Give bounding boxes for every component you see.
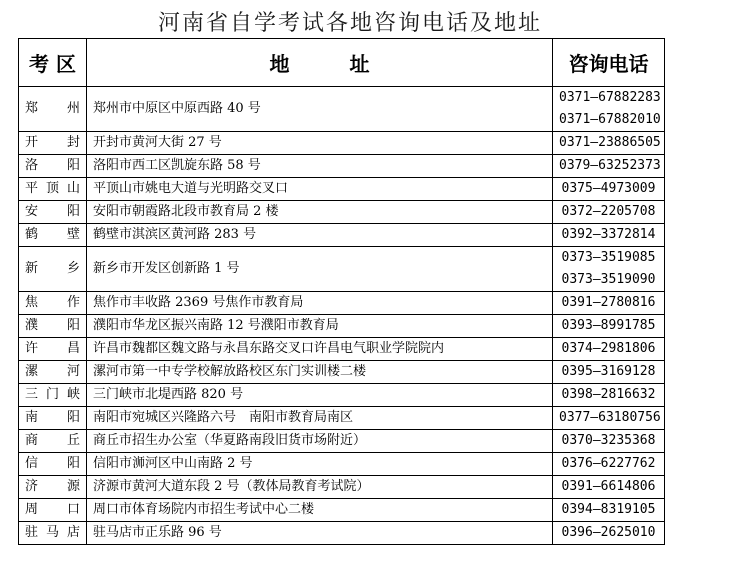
region-cell: 南阳: [19, 407, 87, 430]
phone-number: 0374—2981806: [561, 341, 656, 356]
region-cell: 安阳: [19, 201, 87, 224]
table-row: [19, 292, 665, 315]
address-cell: 濮阳市华龙区振兴南路 12 号濮阳市教育局: [87, 315, 553, 338]
table-row: [19, 132, 665, 155]
address-cell: 平顶山市姚电大道与光明路交叉口: [87, 178, 553, 201]
address-cell: 周口市体育场院内市招生考试中心二楼: [87, 499, 553, 522]
phone-number: 0396—2625010: [561, 525, 656, 540]
table-row: [19, 407, 665, 430]
phone-number: 0376—6227762: [561, 456, 656, 471]
address-cell: 许昌市魏都区魏文路与永昌东路交叉口许昌电气职业学院院内: [87, 338, 553, 361]
phone-number: 0371—67882283: [559, 90, 661, 105]
region-cell: 漯河: [19, 361, 87, 384]
address-cell: 安阳市朝霞路北段市教育局 2 楼: [87, 201, 553, 224]
phone-number: 0371—67882010: [559, 112, 661, 127]
address-cell: 济源市黄河大道东段 2 号（教体局教育考试院）: [87, 476, 553, 499]
table-row: [19, 87, 665, 132]
table-row: [19, 430, 665, 453]
phone-cell: [553, 407, 665, 430]
header-phone: 咨询电话: [553, 39, 665, 87]
table-row: [19, 361, 665, 384]
phone-cell: [553, 315, 665, 338]
contact-table: [18, 38, 665, 545]
region-cell: 鹤壁: [19, 224, 87, 247]
table-row: [19, 384, 665, 407]
address-cell: 商丘市招生办公室（华夏路南段旧货市场附近）: [87, 430, 553, 453]
address-cell: 洛阳市西工区凯旋东路 58 号: [87, 155, 553, 178]
table-row: [19, 476, 665, 499]
phone-cell: [553, 247, 665, 292]
phone-cell: [553, 201, 665, 224]
address-cell: 三门峡市北堤西路 820 号: [87, 384, 553, 407]
phone-number: 0373—3519085: [561, 250, 656, 265]
phone-number: 0394—8319105: [561, 502, 656, 517]
phone-cell: [553, 476, 665, 499]
phone-number: 0377—63180756: [559, 410, 661, 425]
phone-number: 0395—3169128: [561, 364, 656, 379]
phone-number: 0379—63252373: [559, 158, 661, 173]
region-cell: 焦作: [19, 292, 87, 315]
table-row: [19, 499, 665, 522]
phone-number: 0392—3372814: [561, 227, 656, 242]
phone-number: 0372—2205708: [561, 204, 656, 219]
address-cell: 新乡市开发区创新路 1 号: [87, 247, 553, 292]
header-region: 考 区: [19, 39, 87, 87]
region-cell: 许昌: [19, 338, 87, 361]
address-cell: 开封市黄河大街 27 号: [87, 132, 553, 155]
phone-cell: [553, 338, 665, 361]
phone-cell: [553, 87, 665, 132]
address-cell: 驻马店市正乐路 96 号: [87, 522, 553, 545]
address-cell: 郑州市中原区中原西路 40 号: [87, 87, 553, 132]
table-row: [19, 247, 665, 292]
region-cell: 三门峡: [19, 384, 87, 407]
table-row: [19, 201, 665, 224]
region-cell: 新乡: [19, 247, 87, 292]
address-cell: 鹤壁市淇滨区黄河路 283 号: [87, 224, 553, 247]
region-cell: 信阳: [19, 453, 87, 476]
table-row: [19, 155, 665, 178]
region-cell: 洛阳: [19, 155, 87, 178]
header-address-label: 地 址: [269, 52, 370, 76]
address-cell: 信阳市浉河区中山南路 2 号: [87, 453, 553, 476]
address-cell: 焦作市丰收路 2369 号焦作市教育局: [87, 292, 553, 315]
region-cell: 周口: [19, 499, 87, 522]
phone-number: 0373—3519090: [561, 272, 656, 287]
table-body: [19, 87, 665, 545]
header-address: [87, 39, 553, 87]
phone-cell: [553, 292, 665, 315]
phone-number: 0391—6614806: [561, 479, 656, 494]
phone-cell: [553, 453, 665, 476]
region-cell: 驻马店: [19, 522, 87, 545]
table-row: [19, 224, 665, 247]
region-cell: 济源: [19, 476, 87, 499]
region-cell: 平顶山: [19, 178, 87, 201]
phone-number: 0375—4973009: [561, 181, 656, 196]
phone-cell: [553, 132, 665, 155]
address-cell: 漯河市第一中专学校解放路校区东门实训楼二楼: [87, 361, 553, 384]
phone-cell: [553, 522, 665, 545]
phone-cell: [553, 430, 665, 453]
phone-cell: [553, 178, 665, 201]
table-row: [19, 178, 665, 201]
phone-cell: [553, 384, 665, 407]
phone-number: 0391—2780816: [561, 295, 656, 310]
region-cell: 商丘: [19, 430, 87, 453]
page-title: 河南省自学考试各地咨询电话及地址: [157, 11, 542, 36]
region-cell: 开封: [19, 132, 87, 155]
phone-cell: [553, 499, 665, 522]
region-cell: 郑州: [19, 87, 87, 132]
phone-cell: [553, 224, 665, 247]
table-row: [19, 453, 665, 476]
phone-number: 0370—3235368: [561, 433, 656, 448]
phone-cell: [553, 361, 665, 384]
phone-number: 0398—2816632: [561, 387, 656, 402]
table-row: [19, 315, 665, 338]
table-row: [19, 338, 665, 361]
table-row: [19, 522, 665, 545]
phone-cell: [553, 155, 665, 178]
region-cell: 濮阳: [19, 315, 87, 338]
address-cell: 南阳市宛城区兴隆路六号 南阳市教育局南区: [87, 407, 553, 430]
table-header-row: [19, 39, 665, 87]
phone-number: 0371—23886505: [559, 135, 661, 150]
phone-number: 0393—8991785: [561, 318, 656, 333]
